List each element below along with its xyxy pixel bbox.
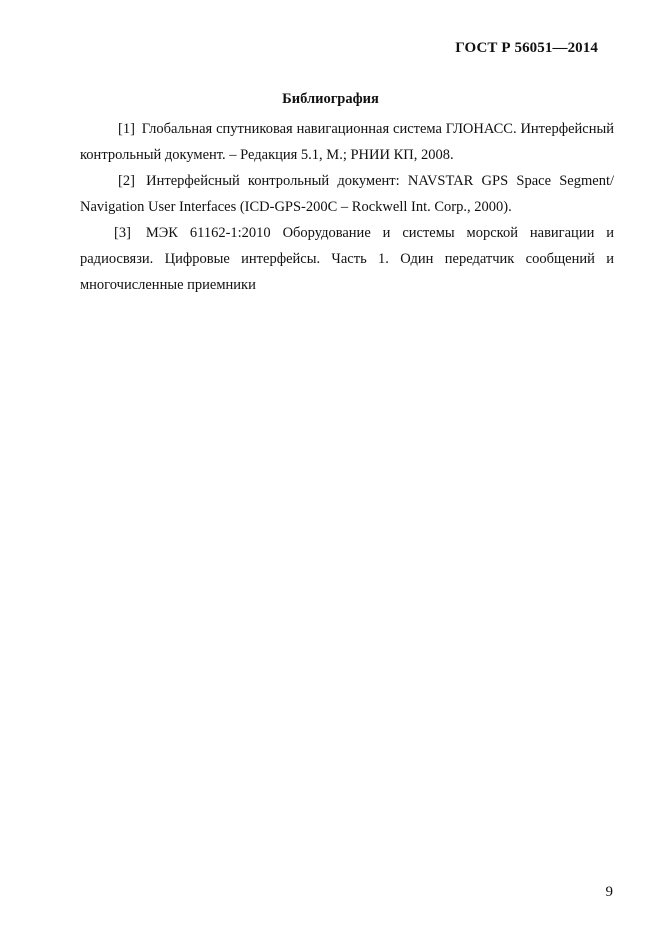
bibliography-entry-3 (80, 220, 614, 298)
bibliography-list (80, 116, 614, 298)
bibliography-title: Библиография (282, 91, 379, 107)
page-number: 9 (605, 884, 613, 900)
bibliography-entry-text: Глобальная спутниковая навигационная система ГЛОНАСС. Интерфейсный контрольный документ. – Редакция 5.1, М.; РНИИ КП, 2008. (80, 121, 614, 163)
bibliography-entry-text: Интерфейсный контрольный документ: NAVSTAR GPS Space Segment/ Navigation User Interfaces (ICD-GPS-200C – Rockwell Int. Corp., 2000). (80, 173, 615, 215)
bibliography-entry-number: [1] (118, 121, 135, 137)
bibliography-entry-number: [3] (114, 225, 131, 241)
bibliography-entry-number: [2] (118, 173, 135, 189)
bibliography-entry-1 (80, 116, 614, 168)
bibliography-entry-text: МЭК 61162-1:2010 Оборудование и системы морской навигации и радиосвязи. Цифровые интерфейсы. Часть 1. Один передатчик сообщений и многочисленные приемники (80, 225, 615, 293)
standard-code-header: ГОСТ Р 56051—2014 (455, 40, 598, 56)
bibliography-entry-2 (80, 168, 614, 220)
